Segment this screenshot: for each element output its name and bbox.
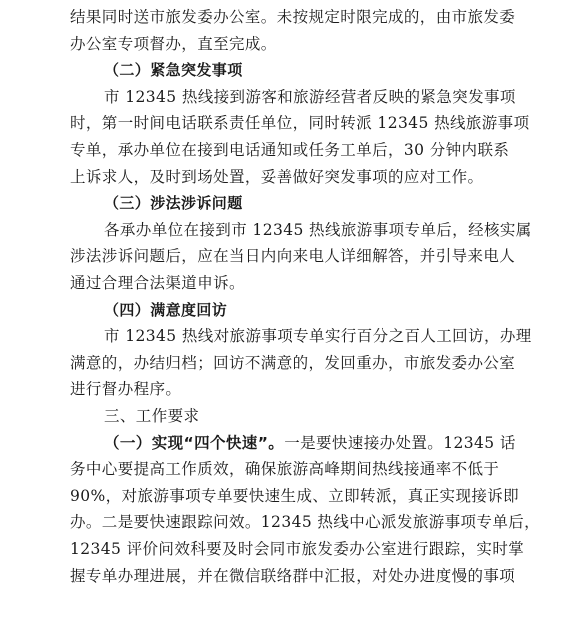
paragraph-line: 通过合理合法渠道申诉。 — [70, 274, 245, 292]
paragraph-line: 满意的，办结归档；回访不满意的，发回重办，市旅发委办公室 — [70, 353, 516, 372]
paragraph-line: 办公室专项督办，直至完成。 — [70, 34, 277, 53]
subsection-heading: （二）紧急突发事项 — [104, 61, 243, 80]
paragraph-line: 上诉求人，及时到场处置，妥善做好突发事项的应对工作。 — [70, 167, 484, 186]
paragraph-line: 市 12345 热线对旅游事项专单实行百分之百人工回访，办理 — [104, 327, 532, 346]
paragraph-line: 握专单办理进展，并在微信联络群中汇报，对处办进度慢的事项 — [70, 566, 516, 585]
paragraph-line: 90%，对旅游事项专单要快速生成、立即转派，真正实现接诉即 — [70, 486, 520, 505]
paragraph-line: 12345 评价问效科要及时会同市旅发委办公室进行跟踪，实时掌 — [70, 540, 525, 558]
paragraph-line: 专单，承办单位在接到电话通知或任务工单后，30 分钟内联系 — [70, 141, 510, 159]
paragraph-line — [104, 430, 516, 457]
paragraph-line: 涉法涉诉问题后，应在当日内向来电人详细解答，并引导来电人 — [70, 247, 516, 266]
paragraph-line: 结果同时送市旅发委办公室。未按规定时限完成的，由市旅发委 — [70, 8, 516, 26]
section-heading: 三、工作要求 — [104, 407, 200, 425]
paragraph-line: 市 12345 热线接到游客和旅游经营者反映的紧急突发事项 — [104, 87, 516, 106]
paragraph-line: 时，第一时间电话联系责任单位，同时转派 12345 热线旅游事项 — [70, 114, 530, 133]
subsection-heading: （四）满意度回访 — [104, 300, 228, 319]
paragraph-text: 一是要快速接办处置。12345 话 — [284, 433, 516, 452]
paragraph-line: 务中心要提高工作质效，确保旅游高峰期间热线接通率不低于 — [70, 460, 500, 479]
paragraph-line: 办。二是要快速跟踪问效。12345 热线中心派发旅游事项专单后， — [70, 513, 541, 532]
paragraph-line: 各承办单位在接到市 12345 热线旅游事项专单后，经核实属 — [104, 220, 532, 239]
subsection-heading-inline: （一）实现“四个快速”。 — [104, 433, 285, 452]
subsection-heading: （三）涉法涉诉问题 — [104, 194, 243, 213]
paragraph-line: 进行督办程序。 — [70, 380, 182, 399]
